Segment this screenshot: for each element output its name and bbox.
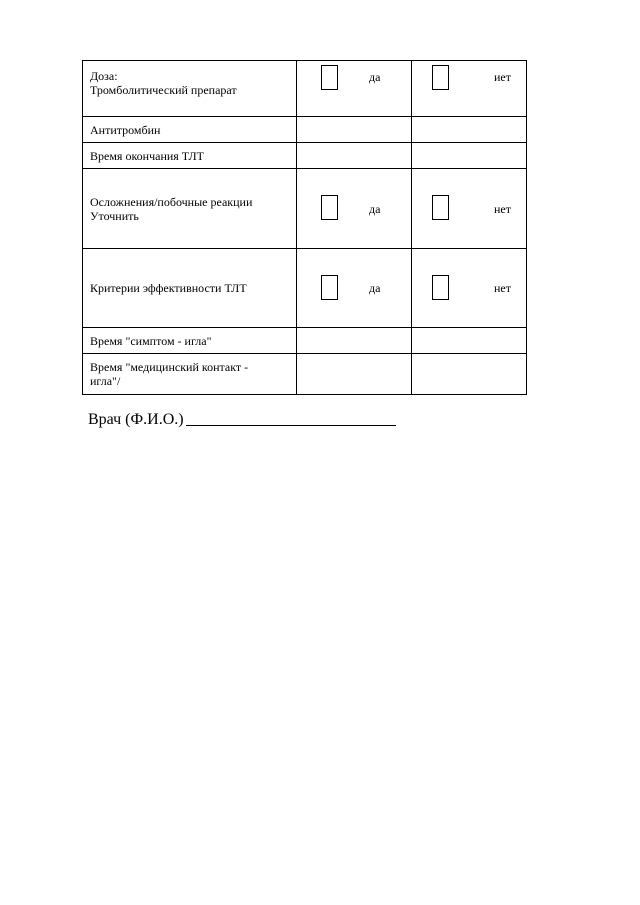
value-cell[interactable]	[412, 143, 527, 169]
row-label-line: Осложнения/побочные реакции	[90, 194, 253, 209]
no-checkbox[interactable]	[432, 65, 449, 90]
row-label-end-time	[83, 143, 297, 169]
no-cell	[412, 61, 527, 117]
table-row	[83, 354, 527, 395]
value-cell[interactable]	[297, 117, 412, 143]
row-label-line: игла"/	[90, 374, 121, 388]
row-label-antithrombin	[83, 117, 297, 143]
table-row	[83, 328, 527, 354]
yes-cell	[297, 61, 412, 117]
table-row	[83, 249, 527, 328]
row-label-line: Время "симптом - игла"	[90, 333, 212, 348]
row-label-contact-needle	[83, 354, 297, 395]
row-label-symptom-needle	[83, 328, 297, 354]
table-row	[83, 61, 527, 117]
row-label-dose	[83, 61, 297, 117]
yes-cell	[297, 249, 412, 328]
no-cell	[412, 249, 527, 328]
yes-checkbox[interactable]	[321, 275, 338, 300]
table-row	[83, 117, 527, 143]
row-label-line: Уточнить	[90, 208, 139, 223]
row-label-line: Доза:	[90, 69, 118, 83]
no-checkbox[interactable]	[432, 195, 449, 220]
row-label-complications	[83, 169, 297, 249]
table-row	[83, 169, 527, 249]
value-cell[interactable]	[297, 328, 412, 354]
row-label-line: Антитромбин	[90, 122, 161, 137]
yes-label: да	[369, 281, 381, 295]
value-cell[interactable]	[297, 143, 412, 169]
value-cell[interactable]	[412, 328, 527, 354]
row-label-effectiveness	[83, 249, 297, 328]
yes-label: да	[369, 70, 381, 84]
row-label-line: Тромболитический препарат	[90, 83, 237, 97]
value-cell[interactable]	[297, 354, 412, 395]
value-cell[interactable]	[412, 117, 527, 143]
yes-cell	[297, 169, 412, 249]
row-label-line: Критерии эффективности ТЛТ	[90, 281, 247, 295]
yes-checkbox[interactable]	[321, 65, 338, 90]
table-row	[83, 143, 527, 169]
row-label-line: Время окончания ТЛТ	[90, 148, 205, 163]
no-cell	[412, 169, 527, 249]
yes-label: да	[369, 202, 381, 216]
yes-checkbox[interactable]	[321, 195, 338, 220]
no-checkbox[interactable]	[432, 275, 449, 300]
no-label: иет	[494, 70, 511, 84]
form-table	[82, 60, 527, 395]
row-label-line: Время "медицинский контакт -	[90, 360, 249, 374]
value-cell[interactable]	[412, 354, 527, 395]
no-label: нет	[494, 281, 511, 295]
signature-label: Врач (Ф.И.О.)	[88, 411, 184, 428]
no-label: нет	[494, 202, 511, 216]
signature-line[interactable]	[186, 425, 396, 426]
